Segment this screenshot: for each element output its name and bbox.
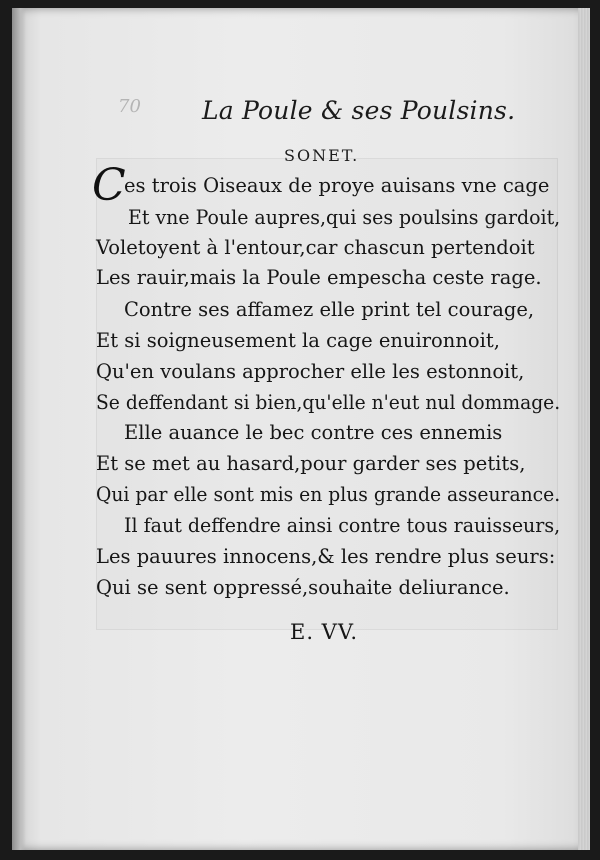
poem-line-11: Qui par elle sont mis en plus grande asseurance. xyxy=(96,483,561,506)
drop-cap: C xyxy=(92,160,126,211)
poem-line-3: Voletoyent à l'entour,car chascun pertendoit xyxy=(96,236,535,259)
poem-line-6: Et si soigneusement la cage enuironnoit, xyxy=(96,329,500,352)
page-number: 70 xyxy=(118,96,141,117)
poem-line-1: es trois Oiseaux de proye auisans vne cage xyxy=(124,174,550,197)
page-edges xyxy=(578,8,590,850)
poem-line-9: Elle auance le bec contre ces ennemis xyxy=(124,421,503,444)
poem-line-8: Se deffendant si bien,qu'elle n'eut nul dommage. xyxy=(96,391,561,414)
book-gutter xyxy=(12,8,26,850)
poem-line-5: Contre ses affamez elle print tel courage, xyxy=(124,298,535,321)
poem-line-4: Les rauir,mais la Poule empescha ceste rage. xyxy=(96,266,542,289)
poem-line-2: Et vne Poule aupres,qui ses poulsins gardoit, xyxy=(128,206,561,229)
author-signature: E. VV. xyxy=(290,620,359,644)
poem-line-12: Il faut deffendre ainsi contre tous rauisseurs, xyxy=(124,514,561,537)
poem-line-14: Qui se sent oppressé,souhaite deliurance. xyxy=(96,576,510,599)
poem-line-13: Les pauures innocens,& les rendre plus seurs: xyxy=(96,545,556,568)
running-header: La Poule & ses Poulsins. xyxy=(202,96,516,125)
poem-line-10: Et se met au hasard,pour garder ses petits, xyxy=(96,452,526,475)
poem-subtitle: SONET. xyxy=(284,146,360,165)
poem-line-7: Qu'en voulans approcher elle les estonnoit, xyxy=(96,360,525,383)
